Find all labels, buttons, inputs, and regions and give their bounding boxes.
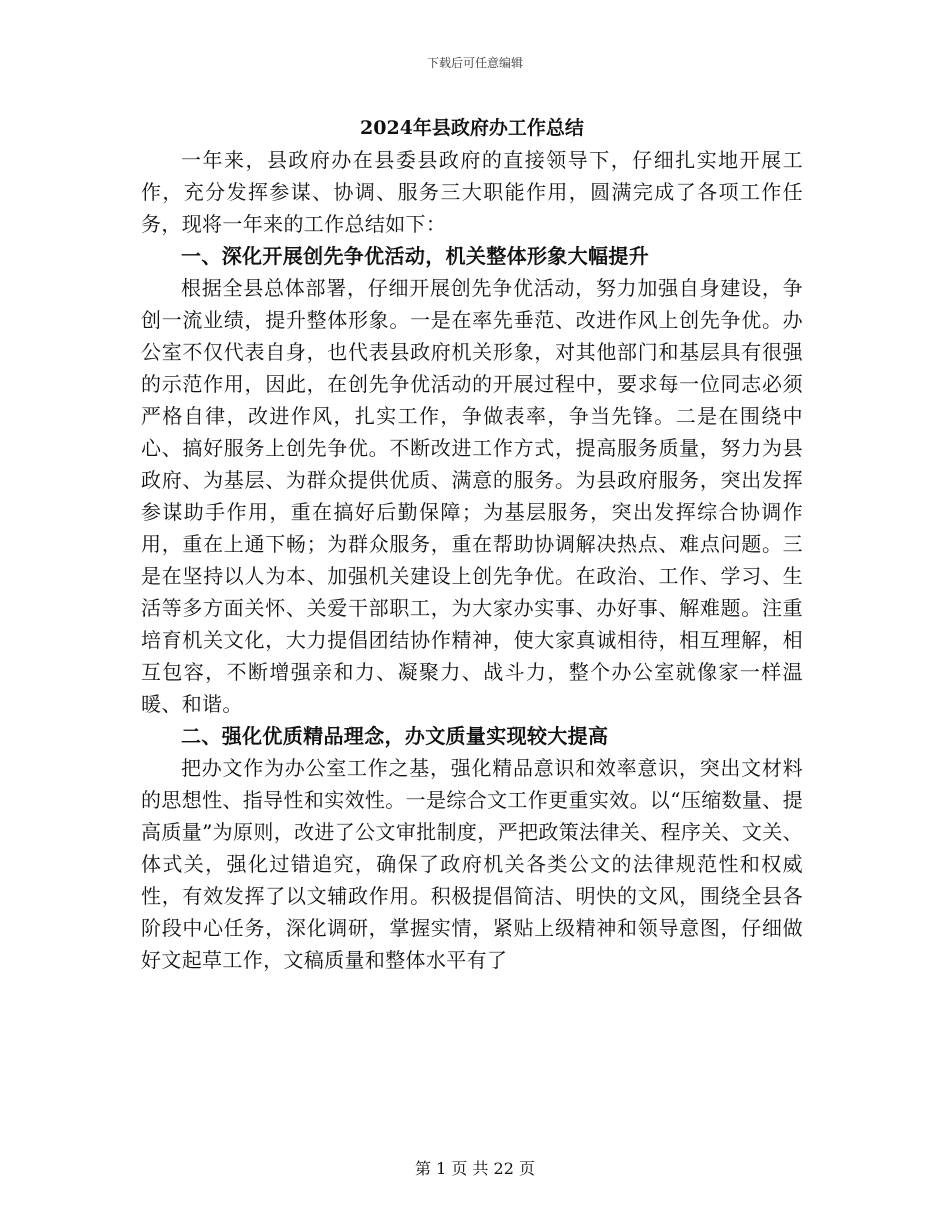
section-1-heading: 一、深化开展创先争优活动，机关整体形象大幅提升 <box>181 244 650 268</box>
page-header-note: 下载后可任意编辑 <box>426 56 523 70</box>
section-2-body: 把办文作为办公室工作之基，强化精品意识和效率意识，突出文材料的思想性、指导性和实效性。一是综合文工作更重实效。以“压缩数量、提高质量”为原则，改进了公文审批制度，严把政策法律关、程序关、文关、体式关，强化过错追究，确保了政府机关各类公文的法律规范性和权威性，有效发挥了以文辅政作用。积极提倡简洁、明快的文风，围绕全县各阶段中心任务，深化调研，掌握实情，紧贴上级精神和领导意图，仔细做好文起草工作，文稿质量和整体水平有了 <box>141 756 803 972</box>
page-number: 第 1 页 共 22 页 <box>415 1159 535 1178</box>
intro-paragraph: 一年来，县政府办在县委县政府的直接领导下，仔细扎实地开展工作，充分发挥参谋、协调、服务三大职能作用，圆满完成了各项工作任务，现将一年来的工作总结如下： <box>141 148 803 236</box>
document-title: 2024年县政府办工作总结 <box>360 117 584 139</box>
section-2-heading: 二、强化优质精品理念，办文质量实现较大提高 <box>181 724 609 748</box>
section-1-body: 根据全县总体部署，仔细开展创先争优活动，努力加强自身建设，争创一流业绩，提升整体形象。一是在率先垂范、改进作风上创先争优。办公室不仅代表自身，也代表县政府机关形象，对其他部门和基层具有很强的示范作用，因此，在创先争优活动的开展过程中，要求每一位同志必须严格自律，改进作风，扎实工作，争做表率，争当先锋。二是在围绕中心、搞好服务上创先争优。不断改进工作方式，提高服务质量，努力为县政府、为基层、为群众提供优质、满意的服务。为县政府服务，突出发挥参谋助手作用，重在搞好后勤保障；为基层服务，突出发挥综合协调作用，重在上通下畅；为群众服务，重在帮助协调解决热点、难点问题。三是在坚持以人为本、加强机关建设上创先争优。在政治、工作、学习、生活等多方面关怀、关爱干部职工，为大家办实事、办好事、解难题。注重培育机关文化，大力提倡团结协作精神，使大家真诚相待，相互理解，相互包容，不断增强亲和力、凝聚力、战斗力，整个办公室就像家一样温暖、和谐。 <box>141 276 803 716</box>
document-body <box>141 112 803 976</box>
